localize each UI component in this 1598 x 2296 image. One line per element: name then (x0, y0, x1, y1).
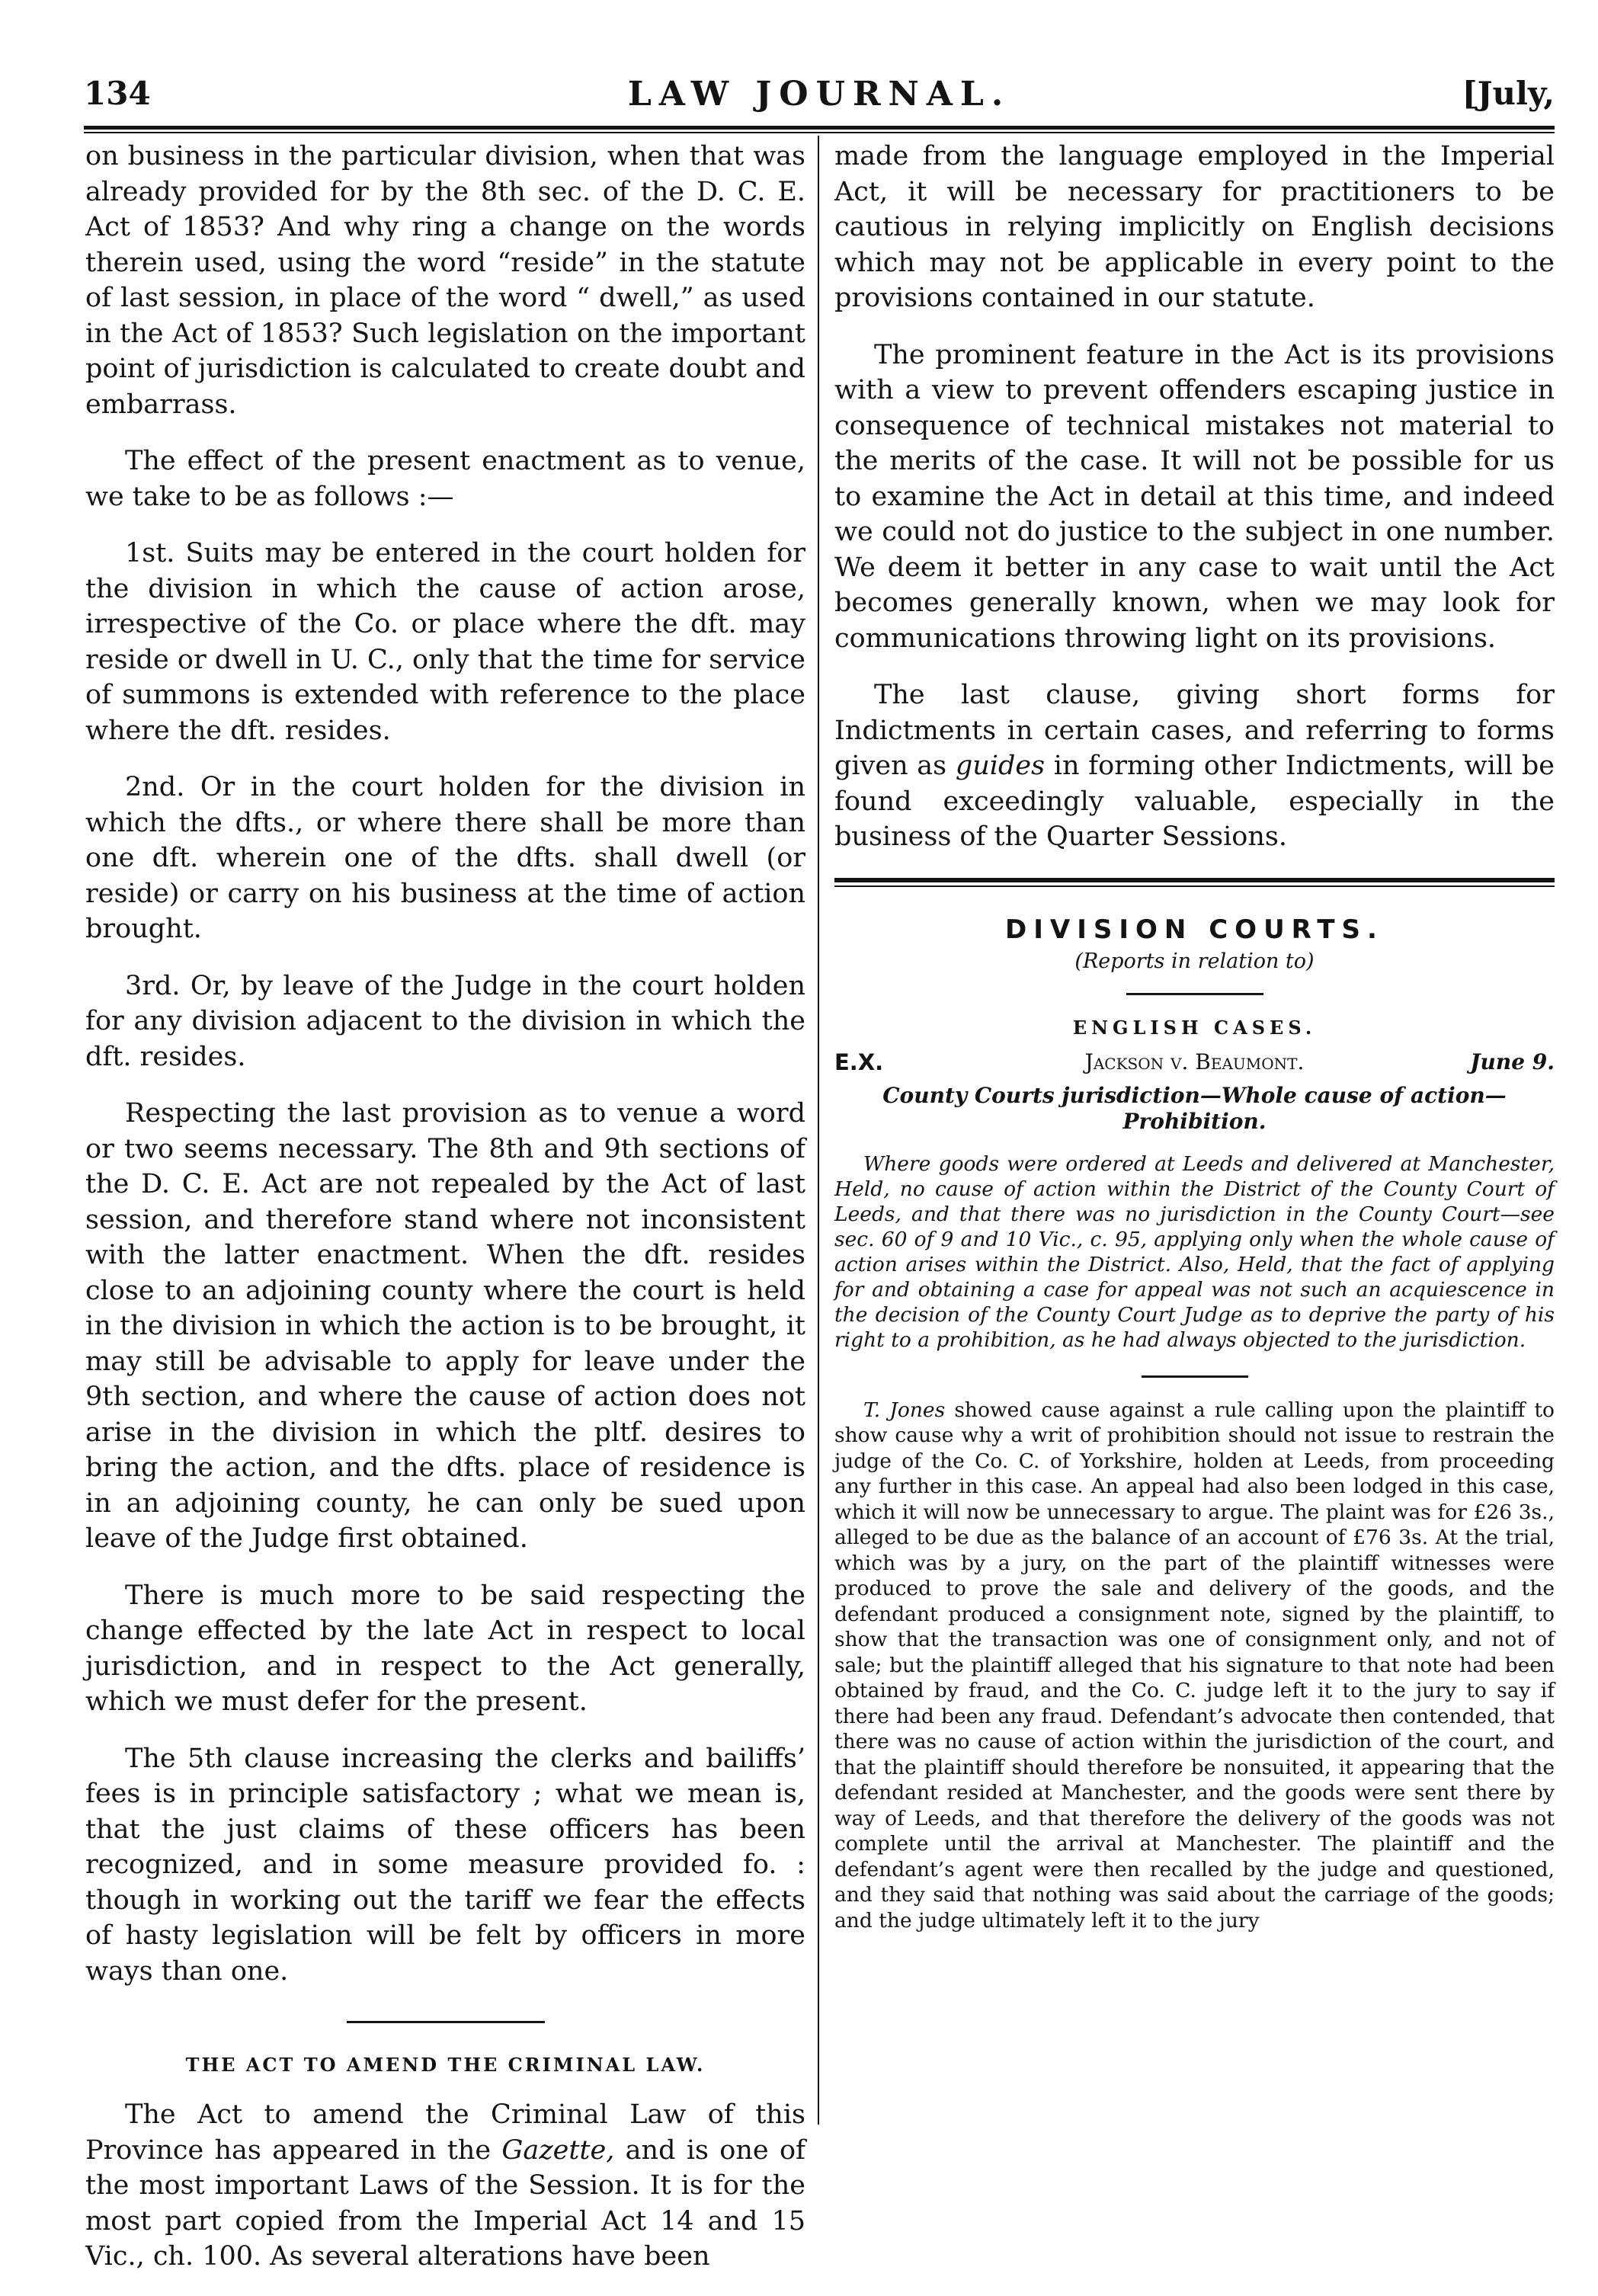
running-month: [July, (1462, 75, 1555, 112)
paragraph: made from the language employed in the Imperial Act, it will be necessary for practitioners to be cautious in relying implicitly on English decisions which may not be applicable in every point to the provisions contained in our statute. (834, 141, 1555, 313)
paragraph: 3rd. Or, by leave of the Judge in the court holden for any division adjacent to the division in which the dft. resides. (85, 970, 805, 1072)
guides-italic: guides (955, 751, 1046, 781)
paragraph: The 5th clause increasing the clerks and bailiffs’ fees is in principle satisfactory ; what we mean is, that the just claims of these officers has been recognized, and in some measure provided fo. : though in working out the tariff we fear the effects of hasty legislation will be felt by officers in more ways than one. (85, 1743, 805, 1987)
paragraph: 1st. Suits may be entered in the court holden for the division in which the cause of action arose, irrespective of the Co. or place where the dft. may reside or dwell in U. C., only that the time for service of summons is extended with reference to the place where the dft. resides. (85, 538, 805, 746)
paragraph-last-clause (834, 677, 1555, 855)
case-court: E.X. (834, 1049, 884, 1075)
paragraph: The effect of the present enactment as to venue, we take to be as follows :— (85, 446, 805, 512)
header-rule (84, 126, 1555, 130)
text-run: The Act to amend the Criminal Law of this Province has appeared in the (85, 2099, 805, 2166)
case-date: June 9. (1470, 1049, 1555, 1074)
column-separator (818, 136, 819, 2125)
paragraph: 2nd. Or in the court holden for the division in which the dfts., or where there shall be more than one dft. wherein one of the dfts. shall dwell (or reside) or carry on his business at the time of action brought. (85, 772, 805, 944)
heading-divider (1126, 993, 1263, 995)
report-counsel-name: T. Jones (863, 1398, 946, 1422)
report-text: showed cause against a rule calling upon the plaintiff to show cause why a writ of prohibition should not issue to restrain the judge of the Co. C. of Yorkshire, holden at Leeds, from proceeding any further in this case. An appeal had also been lodged in this case, which it will now be unnecessary to argue. The plaint was for £26 3s., alleged to be due as the balance of an account of £76 3s. At the trial, which was by a jury, on the part of the plaintiff witnesses were produced to prove the sale and delivery of the goods, and the defendant produced a consignment note, signed by the plaintiff, to show that the transaction was one of consignment only, and not of sale; but the plaintiff alleged that his signature to that note had been obtained by fraud, and the Co. C. judge left it to the jury to say if there had been any fraud. Defendant’s advocate then contended, that there was no cause of action within the jurisdiction of the court, and that the plaintiff should therefore be nonsuited, it appearing that the defendant resided at Manchester, and the goods were sent there by way of Leeds, and that therefore the delivery of the goods was not complete until the arrival at Manchester. The plaintiff and the defendant’s agent were then recalled by the judge and questioned, and they said that nothing was said about the carriage of the goods; and the judge ultimately left it to the jury (834, 1398, 1555, 1933)
left-column (85, 139, 805, 2296)
paragraph: on business in the particular division, when that was already provided for by the 8th sec. of the D. C. E. Act of 1853? And why ring a change on the words therein used, using the word “reside” in the statute of last session, in place of the word “ dwell,” as used in the Act of 1853? Such legislation on the important point of jurisdiction is calculated to create doubt and embarrass. (85, 141, 805, 420)
case-parties: Jackson v. Beaumont. (1084, 1049, 1305, 1074)
division-courts-subheading: (Reports in relation to) (1074, 949, 1315, 973)
section-divider (347, 2021, 545, 2023)
section-rule (834, 878, 1555, 882)
paragraph: The prominent feature in the Act is its provisions with a view to prevent offenders escaping justice in consequence of technical mistakes not material to the merits of the case. It will not be possible for us to examine the Act in detail at this time, and indeed we could not do justice to the subject in one number. We deem it better in any case to wait until the Act becomes generally known, when we may look for communications throwing light on its provisions. (834, 339, 1555, 654)
page-number: 134 (84, 75, 151, 112)
paragraph: There is much more to be said respecting the change effected by the late Act in respect to local jurisdiction, and in respect to the Act generally, which we must defer for the present. (85, 1580, 805, 1717)
section-rule-thin (834, 885, 1555, 887)
header-rule-thin (84, 132, 1555, 133)
case-holding: Where goods were ordered at Leeds and delivered at Manchester, Held, no cause of action within the District of the County Court of Leeds, and that there was no jurisdiction in the County Court—see sec. 60 of 9 and 10 Vic., c. 95, applying only when the whole cause of action arises within the District. Also, Held, that the fact of applying for and obtaining a case for appeal was not such an acquiescence in the decision of the County Court Judge as to deprive the party of his right to a prohibition, as he had always objected to the jurisdiction. (834, 1151, 1555, 1352)
text-run: in forming other Indictments, will be found exceedingly valuable, especially in the business of the Quarter Sessions. (834, 751, 1555, 852)
criminal-law-paragraph (85, 2097, 805, 2275)
journal-title: LAW JOURNAL. (627, 75, 1011, 114)
gazette-italic: Gazette, (501, 2134, 615, 2166)
text-run: The last clause, giving short forms for Indictments in certain cases, and referring to forms given as (834, 680, 1555, 781)
criminal-law-section-title: THE ACT TO AMEND THE CRIMINAL LAW. (185, 2054, 706, 2076)
page-header (84, 75, 1555, 120)
case-report (834, 1398, 1555, 1934)
case-divider (1142, 1375, 1248, 1378)
case-line (834, 1049, 1555, 1080)
english-cases-heading: ENGLISH CASES. (1072, 1016, 1317, 1039)
case-topic: County Courts jurisdiction—Whole cause of action—Prohibition. (882, 1082, 1507, 1134)
division-courts-heading: DIVISION COURTS. (1005, 914, 1384, 945)
right-column (834, 139, 1555, 1933)
text-run: and is one of the most important Laws of the Session. It is for the most part copied from the Imperial Act 14 and 15 Vic., ch. 100. As several alterations have been (85, 2134, 805, 2272)
paragraph: Respecting the last provision as to venue a word or two seems necessary. The 8th and 9th sections of the D. C. E. Act are not repealed by the Act of last session, and therefore stand where not inconsistent with the latter enactment. When the dft. resides close to an adjoining county where the court is held in the division in which the action is to be brought, it may still be advisable to apply for leave under the 9th section, and where the cause of action does not arise in the division in which the pltf. desires to bring the action, and the dfts. place of residence is in an adjoining county, he can only be sued upon leave of the Judge first obtained. (85, 1098, 805, 1554)
